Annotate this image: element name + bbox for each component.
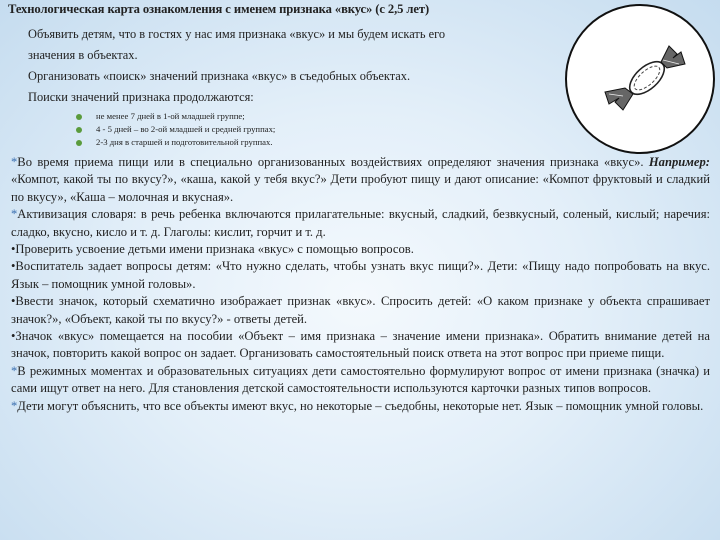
paragraph-marker: * [11,363,18,378]
intro-line: Объявить детям, что в гостях у нас имя признака «вкус» и мы будем искать его [28,27,446,41]
intro-line: значения в объектах. [28,48,138,62]
example-label: Например: [648,155,710,169]
list-item: не менее 7 дней в 1-ой младшей группе; [76,110,275,123]
paragraph: *В режимных моментах и образовательных ситуациях дети самостоятельно формулируют вопрос от имени признака (значка) и сами ищут ответ на него. Для становления детской самостоятельности используются карточки разных типов вопросов. [11,363,710,396]
slide-title: Технологическая карта ознакомления с именем признака «вкус» (с 2,5 лет) [8,2,430,16]
taste-sign-icon [563,2,717,156]
bullet-icon [76,114,82,120]
paragraph: *Дети могут объяснить, что все объекты имеют вкус, но некоторые – съедобны, некоторые нет. Язык – помощник умной головы. [11,398,704,413]
intro-block [28,24,548,108]
paragraph: •Значок «вкус» помещается на пособии «Объект – имя признака – значение имени признака». Обратить внимание детей на значок, повторить какой вопрос он задает. Организовать самостоятельный поиск ответа на этот вопрос при приеме пищи. [11,329,710,361]
paragraph-marker: • [11,329,16,344]
paragraph: •Воспитатель задает вопросы детям: «Что нужно сделать, чтобы узнать вкус пищи?». Дети: «Пищу надо попробовать на вкус. Язык – помощник умной головы». [11,259,710,291]
intro-line: Поиски значений признака продолжаются: [28,90,254,104]
list-item: 2-3 дня в старшей и подготовительной группах. [76,136,275,149]
paragraph: *Во время приема пищи или в специально организованных воздействиях определяют значения признака «вкус». Например: «Компот, какой ты по вкусу?», «каша, какой у тебя вкус?» Дети пробуют пищу и дают описание: «Компот фруктовый и сладкий по вкусу», «Каша – молочная и вкусная». [11,155,710,204]
duration-list [76,110,275,149]
paragraph: •Проверить усвоение детьми имени признака «вкус» с помощью вопросов. [11,242,414,257]
paragraph-marker: • [11,259,16,274]
bullet-icon [76,127,82,133]
paragraph: •Ввести значок, который схематично изображает признак «вкус». Спросить детей: «О каком признаке у объекта спрашивает значок?», «Объект, какой ты по вкусу?» - ответы детей. [11,294,710,326]
paragraph-marker: • [11,294,16,309]
text-body [11,154,710,415]
paragraph-marker: * [11,398,18,413]
bullet-icon [76,140,82,146]
list-item: 4 - 5 дней – во 2-ой младшей и средней группах; [76,123,275,136]
paragraph: *Активизация словаря: в речь ребенка включаются прилагательные: вкусный, сладкий, безвкусный, соленый, кислый; наречия: сладко, вкусно, кисло и т. д. Глаголы: кислит, горчит и т. д. [11,207,710,239]
paragraph-marker: * [11,155,18,169]
paragraph-marker: * [11,207,18,222]
paragraph-marker: • [11,242,16,257]
intro-line: Организовать «поиск» значений признака «вкус» в съедобных объектах. [28,69,411,83]
